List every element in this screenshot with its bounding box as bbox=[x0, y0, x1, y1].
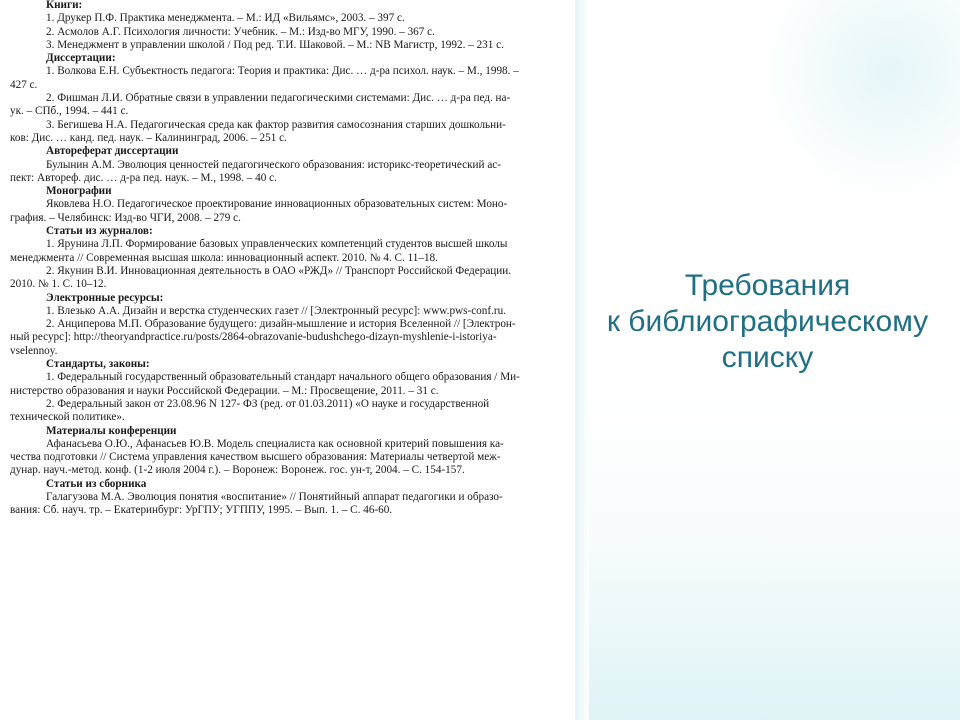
bibliography-line: Галагузова М.А. Эволюция понятия «воспитание» // Понятийный аппарат педагогики и образо- bbox=[46, 490, 503, 503]
bibliography-line: дунар. науч.-метод. конф. (1-2 июля 2004 г.). – Воронеж: Воронеж. гос. ун-т, 2004. – С. 154-157. bbox=[10, 464, 465, 477]
bibliography-line: пект: Автореф. дис. … д-ра пед. наук. – М., 1998. – 40 с. bbox=[10, 171, 277, 184]
bibliography-line: 2010. № 1. С. 10–12. bbox=[10, 278, 107, 291]
bibliography-line: 1. Ярунина Л.П. Формирование базовых управленческих компетенций студентов высшей школы bbox=[46, 238, 508, 251]
bibliography-line: vselennoy. bbox=[10, 344, 58, 357]
bibliography-line: нистерство образования и науки Российской Федерации. – М.: Просвещение, 2011. – 31 с. bbox=[10, 384, 439, 397]
section-heading: Диссертации: bbox=[46, 52, 116, 65]
bibliography-line: 1. Друкер П.Ф. Практика менеджмента. – М.: ИД «Вильямс», 2003. – 397 с. bbox=[46, 12, 405, 25]
bibliography-line: 1. Федеральный государственный образовательный стандарт начального общего образования / Ми- bbox=[46, 371, 520, 384]
bibliography-line: Афанасьева О.Ю., Афанасьев Ю.В. Модель специалиста как основной критерий повышения ка- bbox=[46, 437, 504, 450]
slide-title bbox=[575, 268, 960, 376]
bibliography-line: вания: Сб. науч. тр. – Екатеринбург: УрГПУ; УГППУ, 1995. – Вып. 1. – С. 46-60. bbox=[10, 504, 393, 517]
bibliography-line: 2. Анциперова М.П. Образование будущего: дизайн-мышление и история Вселенной // [Электрон- bbox=[46, 318, 516, 331]
section-heading: Автореферат диссертации bbox=[46, 145, 179, 158]
bibliography-line: 2. Федеральный закон от 23.08.96 N 127- ФЗ (ред. от 01.03.2011) «О науке и государственной bbox=[46, 397, 490, 410]
bibliography-line: 3. Бегишева Н.А. Педагогическая среда как фактор развития самосознания старших дошкольни- bbox=[46, 118, 506, 131]
bibliography-line: чества подготовки // Система управления качеством высшего образования: Материалы четвертой меж- bbox=[10, 451, 501, 464]
bibliography-line: графия. – Челябинск: Изд-во ЧГИ, 2008. – 279 с. bbox=[10, 211, 241, 224]
bibliography-line: ный ресурс]: http://theoryandpractice.ru/posts/2864-obrazovanie-budushchego-dizayn-myshlenie-i-istoriya- bbox=[10, 331, 497, 344]
bibliography-line: менеджмента // Современная высшая школа: инновационный аспект. 2010. № 4. С. 11–18. bbox=[10, 251, 438, 264]
bibliography-text bbox=[10, 0, 562, 518]
section-heading: Книги: bbox=[46, 0, 83, 11]
section-heading: Статьи из журналов: bbox=[46, 225, 153, 238]
bibliography-line: 2. Асмолов А.Г. Психология личности: Учебник. – М.: Изд-во МГУ, 1990. – 367 с. bbox=[46, 25, 435, 38]
slide-title-line-3: списку bbox=[721, 341, 814, 374]
bibliography-line: ков: Дис. … канд. пед. наук. – Калининград, 2006. – 251 с. bbox=[10, 131, 287, 144]
bibliography-line: ук. – СПб., 1994. – 441 с. bbox=[10, 105, 129, 118]
bibliography-line: 1. Влезько А.А. Дизайн и верстка студенческих газет // [Электронный ресурс]: www.pws-conf.ru. bbox=[46, 304, 506, 317]
bibliography-line: технической политике». bbox=[10, 411, 125, 424]
panel-glow-decoration bbox=[760, 0, 960, 200]
section-heading: Стандарты, законы: bbox=[46, 358, 150, 371]
bibliography-line: 427 с. bbox=[10, 78, 38, 91]
slide-title-line-1: Требования bbox=[684, 269, 851, 302]
bibliography-line: Яковлева Н.О. Педагогическое проектирование инновационных образовательных систем: Моно- bbox=[46, 198, 508, 211]
bibliography-line: Булынин А.М. Эволюция ценностей педагогического образования: историкс-теоретический ас- bbox=[46, 158, 501, 171]
title-panel bbox=[575, 0, 960, 720]
bibliography-line: 2. Якунин В.И. Инновационная деятельность в ОАО «РЖД» // Транспорт Российской Федерации. bbox=[46, 264, 512, 277]
bibliography-line: 3. Менеджмент в управлении школой / Под ред. Т.И. Шаковой. – М.: NB Магистр, 1992. – 231 с. bbox=[46, 38, 504, 51]
section-heading: Статьи из сборника bbox=[46, 477, 147, 490]
slide-title-line-2: к библиографическому bbox=[606, 305, 929, 338]
bibliography-line: 2. Фишман Л.И. Обратные связи в управлении педагогическими системами: Дис. … д-ра пед. на- bbox=[46, 92, 511, 105]
bibliography-line: 1. Волкова Е.Н. Субъектность педагога: Теория и практика: Дис. … д-ра психол. наук. – М., 1998. – bbox=[46, 65, 519, 78]
section-heading: Монографии bbox=[46, 185, 112, 198]
section-heading: Материалы конференции bbox=[46, 424, 177, 437]
section-heading: Электронные ресурсы: bbox=[46, 291, 164, 304]
